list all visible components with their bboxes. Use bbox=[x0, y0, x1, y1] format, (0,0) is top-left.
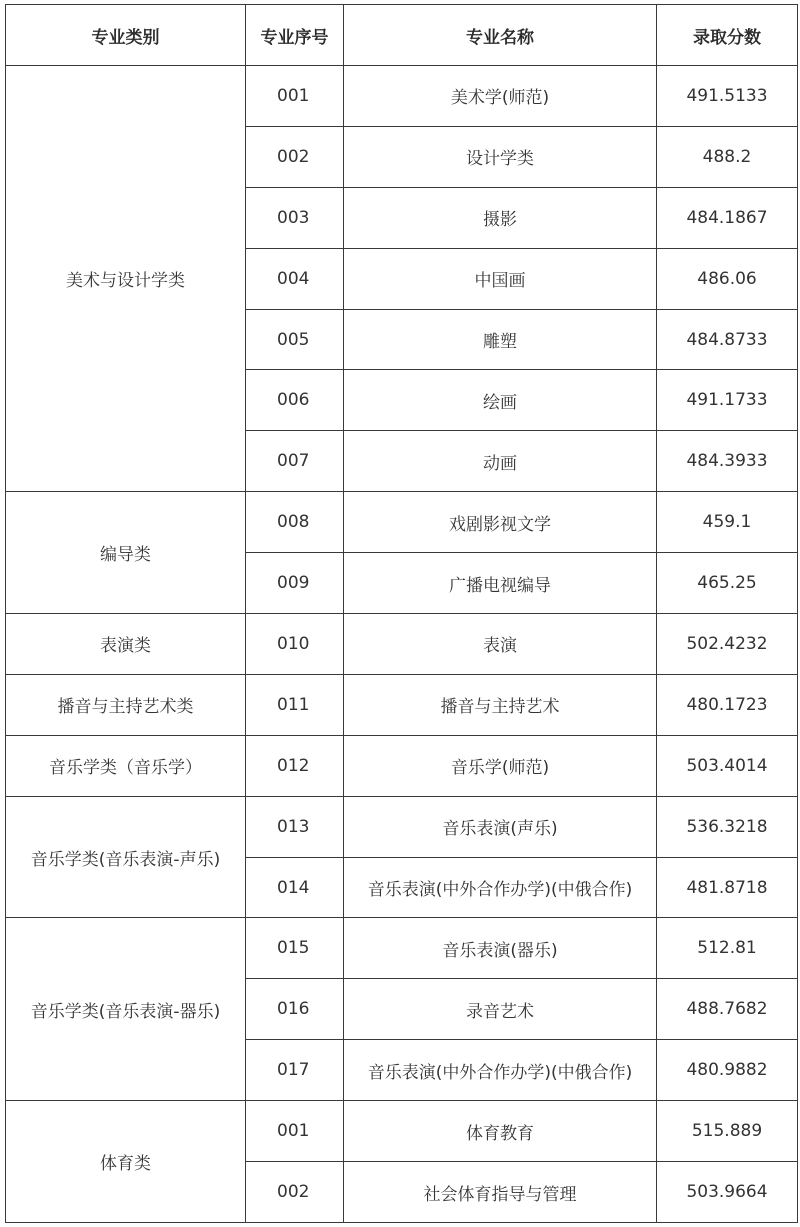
seq-cell: 005 bbox=[246, 309, 344, 370]
admission-scores-table bbox=[5, 4, 798, 1223]
seq-cell: 008 bbox=[246, 492, 344, 553]
score-cell: 480.9882 bbox=[657, 1040, 798, 1101]
seq-cell: 001 bbox=[246, 1101, 344, 1162]
category-cell: 音乐学类(音乐表演-声乐) bbox=[6, 796, 246, 918]
major-name-cell: 体育教育 bbox=[344, 1101, 657, 1162]
score-cell: 515.889 bbox=[657, 1101, 798, 1162]
score-cell: 536.3218 bbox=[657, 796, 798, 857]
score-cell: 484.8733 bbox=[657, 309, 798, 370]
seq-cell: 006 bbox=[246, 370, 344, 431]
seq-cell: 001 bbox=[246, 66, 344, 127]
major-name-cell: 雕塑 bbox=[344, 309, 657, 370]
seq-cell: 011 bbox=[246, 674, 344, 735]
table-row bbox=[6, 796, 798, 857]
table-row bbox=[6, 614, 798, 675]
seq-cell: 013 bbox=[246, 796, 344, 857]
major-name-cell: 广播电视编导 bbox=[344, 553, 657, 614]
category-cell: 播音与主持艺术类 bbox=[6, 674, 246, 735]
score-cell: 459.1 bbox=[657, 492, 798, 553]
table-header bbox=[6, 5, 798, 66]
major-name-cell: 音乐表演(中外合作办学)(中俄合作) bbox=[344, 857, 657, 918]
header-row bbox=[6, 5, 798, 66]
seq-cell: 004 bbox=[246, 248, 344, 309]
category-cell: 表演类 bbox=[6, 614, 246, 675]
seq-cell: 017 bbox=[246, 1040, 344, 1101]
major-name-cell: 音乐学(师范) bbox=[344, 735, 657, 796]
score-cell: 488.7682 bbox=[657, 979, 798, 1040]
table-body bbox=[6, 66, 798, 1223]
major-name-cell: 播音与主持艺术 bbox=[344, 674, 657, 735]
category-cell: 编导类 bbox=[6, 492, 246, 614]
major-name-cell: 社会体育指导与管理 bbox=[344, 1162, 657, 1223]
header-score: 录取分数 bbox=[657, 5, 798, 66]
seq-cell: 010 bbox=[246, 614, 344, 675]
table-row bbox=[6, 674, 798, 735]
major-name-cell: 设计学类 bbox=[344, 126, 657, 187]
major-name-cell: 美术学(师范) bbox=[344, 66, 657, 127]
major-name-cell: 音乐表演(声乐) bbox=[344, 796, 657, 857]
seq-cell: 016 bbox=[246, 979, 344, 1040]
major-name-cell: 摄影 bbox=[344, 187, 657, 248]
seq-cell: 003 bbox=[246, 187, 344, 248]
major-name-cell: 戏剧影视文学 bbox=[344, 492, 657, 553]
score-cell: 503.4014 bbox=[657, 735, 798, 796]
major-name-cell: 音乐表演(器乐) bbox=[344, 918, 657, 979]
table-row bbox=[6, 735, 798, 796]
seq-cell: 007 bbox=[246, 431, 344, 492]
major-name-cell: 表演 bbox=[344, 614, 657, 675]
major-name-cell: 动画 bbox=[344, 431, 657, 492]
score-cell: 484.1867 bbox=[657, 187, 798, 248]
score-cell: 480.1723 bbox=[657, 674, 798, 735]
score-cell: 481.8718 bbox=[657, 857, 798, 918]
table-row bbox=[6, 918, 798, 979]
seq-cell: 015 bbox=[246, 918, 344, 979]
major-name-cell: 录音艺术 bbox=[344, 979, 657, 1040]
category-cell: 体育类 bbox=[6, 1101, 246, 1223]
category-cell: 音乐学类（音乐学） bbox=[6, 735, 246, 796]
seq-cell: 009 bbox=[246, 553, 344, 614]
score-cell: 488.2 bbox=[657, 126, 798, 187]
score-cell: 512.81 bbox=[657, 918, 798, 979]
score-cell: 491.5133 bbox=[657, 66, 798, 127]
major-name-cell: 中国画 bbox=[344, 248, 657, 309]
seq-cell: 014 bbox=[246, 857, 344, 918]
header-category: 专业类别 bbox=[6, 5, 246, 66]
header-seq: 专业序号 bbox=[246, 5, 344, 66]
score-cell: 503.9664 bbox=[657, 1162, 798, 1223]
category-cell: 美术与设计学类 bbox=[6, 66, 246, 492]
seq-cell: 002 bbox=[246, 1162, 344, 1223]
score-cell: 491.1733 bbox=[657, 370, 798, 431]
score-cell: 484.3933 bbox=[657, 431, 798, 492]
seq-cell: 002 bbox=[246, 126, 344, 187]
major-name-cell: 绘画 bbox=[344, 370, 657, 431]
seq-cell: 012 bbox=[246, 735, 344, 796]
score-cell: 465.25 bbox=[657, 553, 798, 614]
category-cell: 音乐学类(音乐表演-器乐) bbox=[6, 918, 246, 1101]
table-row bbox=[6, 492, 798, 553]
score-cell: 502.4232 bbox=[657, 614, 798, 675]
header-name: 专业名称 bbox=[344, 5, 657, 66]
table-row bbox=[6, 1101, 798, 1162]
table-row bbox=[6, 66, 798, 127]
score-cell: 486.06 bbox=[657, 248, 798, 309]
major-name-cell: 音乐表演(中外合作办学)(中俄合作) bbox=[344, 1040, 657, 1101]
